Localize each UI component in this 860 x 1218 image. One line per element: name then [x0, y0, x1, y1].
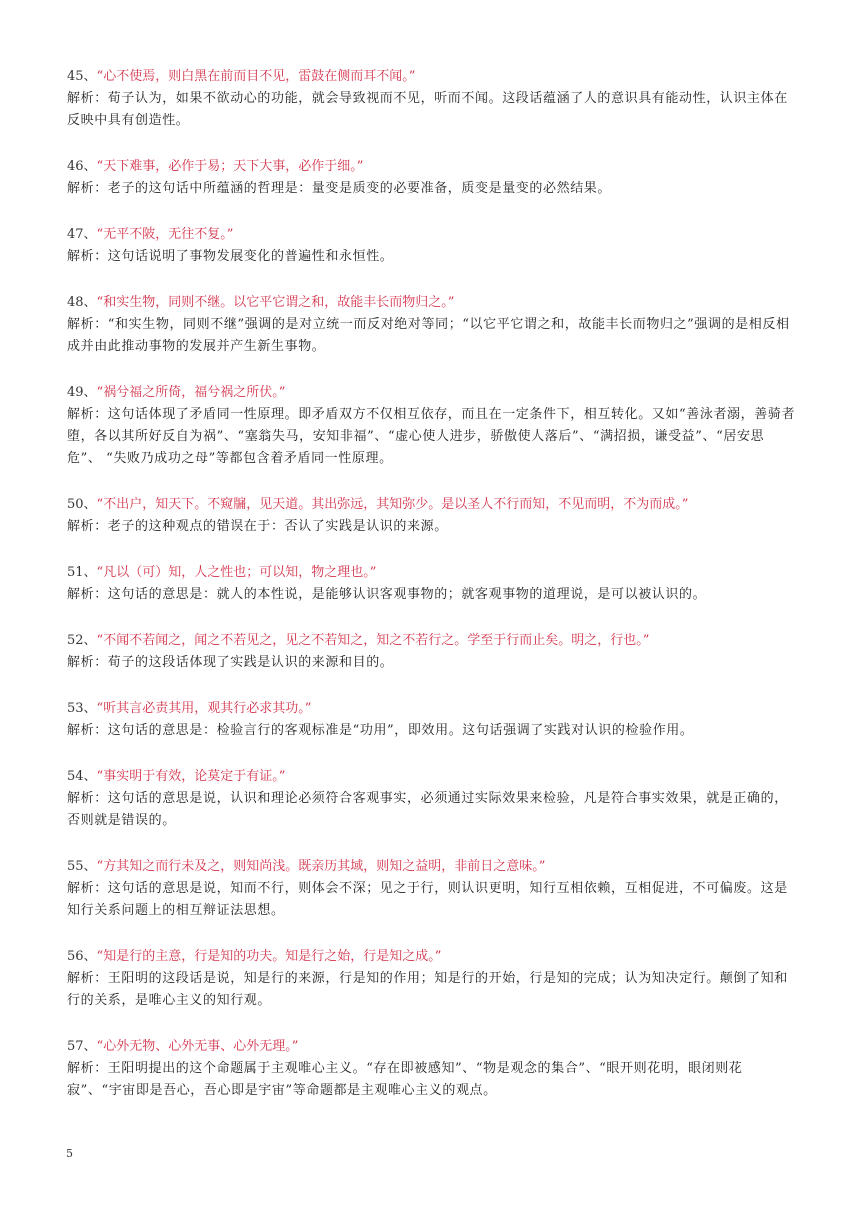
list-item: [67, 156, 797, 200]
list-item: [67, 946, 797, 1012]
analysis-text: 解析：这句话体现了矛盾同一性原理。即矛盾双方不仅相互依存，而且在一定条件下，相互转化。又如“善泳者溺，善骑者堕，各以其所好反自为祸”、“塞翁失马，安知非福”、“虚心使人进步，骄傲使人落后”、“满招损，谦受益”、“居安思危”、 “失败乃成功之母”等都包含着矛盾同一性原理。: [67, 407, 796, 466]
quote-line: [67, 494, 797, 516]
page-number: 5: [66, 1147, 73, 1160]
item-number: 57、: [67, 1039, 97, 1054]
item-number: 47、: [67, 227, 97, 242]
quote-line: [67, 630, 797, 652]
list-item: [67, 562, 797, 606]
list-item: [67, 292, 797, 358]
analysis-text: 解析：王阳明的这段话是说，知是行的来源，行是知的作用；知是行的开始，行是知的完成；认为知决定行。颠倒了知和行的关系，是唯心主义的知行观。: [67, 971, 788, 1008]
quote-line: [67, 1036, 797, 1058]
quote-line: [67, 562, 797, 584]
analysis-text: 解析：“和实生物，同则不继”强调的是对立统一而反对绝对等同；“以它平它谓之和，故能丰长而物归之”强调的是相反相成并由此推动事物的发展并产生新生事物。: [67, 317, 790, 354]
analysis-text: 解析：这句话的意思是说，认识和理论必须符合客观事实，必须通过实际效果来检验，凡是符合事实效果，就是正确的，否则就是错误的。: [67, 791, 788, 828]
item-number: 48、: [67, 295, 97, 310]
quote-line: [67, 156, 797, 178]
list-item: [67, 856, 797, 922]
quote-text: “不闻不若闻之，闻之不若见之，见之不若知之，知之不若行之。学至于行而止矣。明之，行也。”: [96, 633, 650, 648]
item-number: 55、: [67, 859, 97, 874]
qa-list: [67, 66, 797, 1126]
quote-line: [67, 946, 797, 968]
item-number: 49、: [67, 385, 97, 400]
item-number: 46、: [67, 159, 97, 174]
quote-line: [67, 856, 797, 878]
analysis-text: 解析：荀子认为，如果不欲动心的功能，就会导致视而不见，听而不闻。这段话蕴涵了人的意识具有能动性，认识主体在反映中具有创造性。: [67, 91, 788, 128]
quote-text: “凡以（可）知，人之性也；可以知，物之理也。”: [96, 565, 377, 580]
quote-text: “和实生物，同则不继。以它平它谓之和，故能丰长而物归之。”: [96, 295, 455, 310]
item-number: 54、: [67, 769, 97, 784]
analysis-text: 解析：老子的这句话中所蕴涵的哲理是：量变是质变的必要准备，质变是量变的必然结果。: [67, 181, 612, 196]
quote-text: “不出户，知天下。不窥牖，见天道。其出弥远，其知弥少。是以圣人不行而知，不见而明，不为而成。”: [96, 497, 689, 512]
analysis-text: 解析：这句话的意思是：检验言行的客观标准是“功用”，即效用。这句话强调了实践对认识的检验作用。: [67, 723, 694, 738]
item-number: 50、: [67, 497, 97, 512]
analysis-text: 解析：老子的这种观点的错误在于：否认了实践是认识的来源。: [67, 519, 448, 534]
analysis-text: 解析：这句话说明了事物发展变化的普遍性和永恒性。: [67, 249, 394, 264]
list-item: [67, 382, 797, 470]
item-number: 53、: [67, 701, 97, 716]
item-number: 56、: [67, 949, 97, 964]
quote-text: “听其言必责其用，观其行必求其功。”: [96, 701, 312, 716]
list-item: [67, 224, 797, 268]
quote-line: [67, 698, 797, 720]
quote-line: [67, 66, 797, 88]
quote-text: “心外无物、心外无事、心外无理。”: [96, 1039, 299, 1054]
analysis-text: 解析：王阳明提出的这个命题属于主观唯心主义。“存在即被感知”、“物是观念的集合”、“眼开则花明，眼闭则花寂”、“宇宙即是吾心，吾心即是宇宙”等命题都是主观唯心主义的观点。: [67, 1061, 743, 1098]
item-number: 45、: [67, 69, 97, 84]
quote-text: “方其知之而行未及之，则知尚浅。既亲历其域，则知之益明，非前日之意味。”: [96, 859, 546, 874]
analysis-text: 解析：这句话的意思是说，知而不行，则体会不深；见之于行，则认识更明，知行互相依赖，互相促进，不可偏废。这是知行关系问题上的相互辩证法思想。: [67, 881, 788, 918]
quote-text: “知是行的主意，行是知的功夫。知是行之始，行是知之成。”: [96, 949, 442, 964]
quote-line: [67, 766, 797, 788]
quote-text: “天下难事，必作于易；天下大事，必作于细。”: [96, 159, 364, 174]
analysis-text: 解析：荀子的这段话体现了实践是认识的来源和目的。: [67, 655, 394, 670]
list-item: [67, 1036, 797, 1102]
list-item: [67, 494, 797, 538]
list-item: [67, 630, 797, 674]
list-item: [67, 698, 797, 742]
analysis-text: 解析：这句话的意思是：就人的本性说，是能够认识客观事物的；就客观事物的道理说，是可以被认识的。: [67, 587, 707, 602]
list-item: [67, 66, 797, 132]
quote-line: [67, 224, 797, 246]
quote-line: [67, 292, 797, 314]
item-number: 51、: [67, 565, 97, 580]
quote-text: “无平不陂，无往不复。”: [96, 227, 234, 242]
item-number: 52、: [67, 633, 97, 648]
quote-line: [67, 382, 797, 404]
list-item: [67, 766, 797, 832]
quote-text: “事实明于有效，论莫定于有证。”: [96, 769, 286, 784]
quote-text: “祸兮福之所倚，福兮祸之所伏。”: [96, 385, 286, 400]
quote-text: “心不使焉，则白黑在前而目不见，雷鼓在侧而耳不闻。”: [96, 69, 416, 84]
